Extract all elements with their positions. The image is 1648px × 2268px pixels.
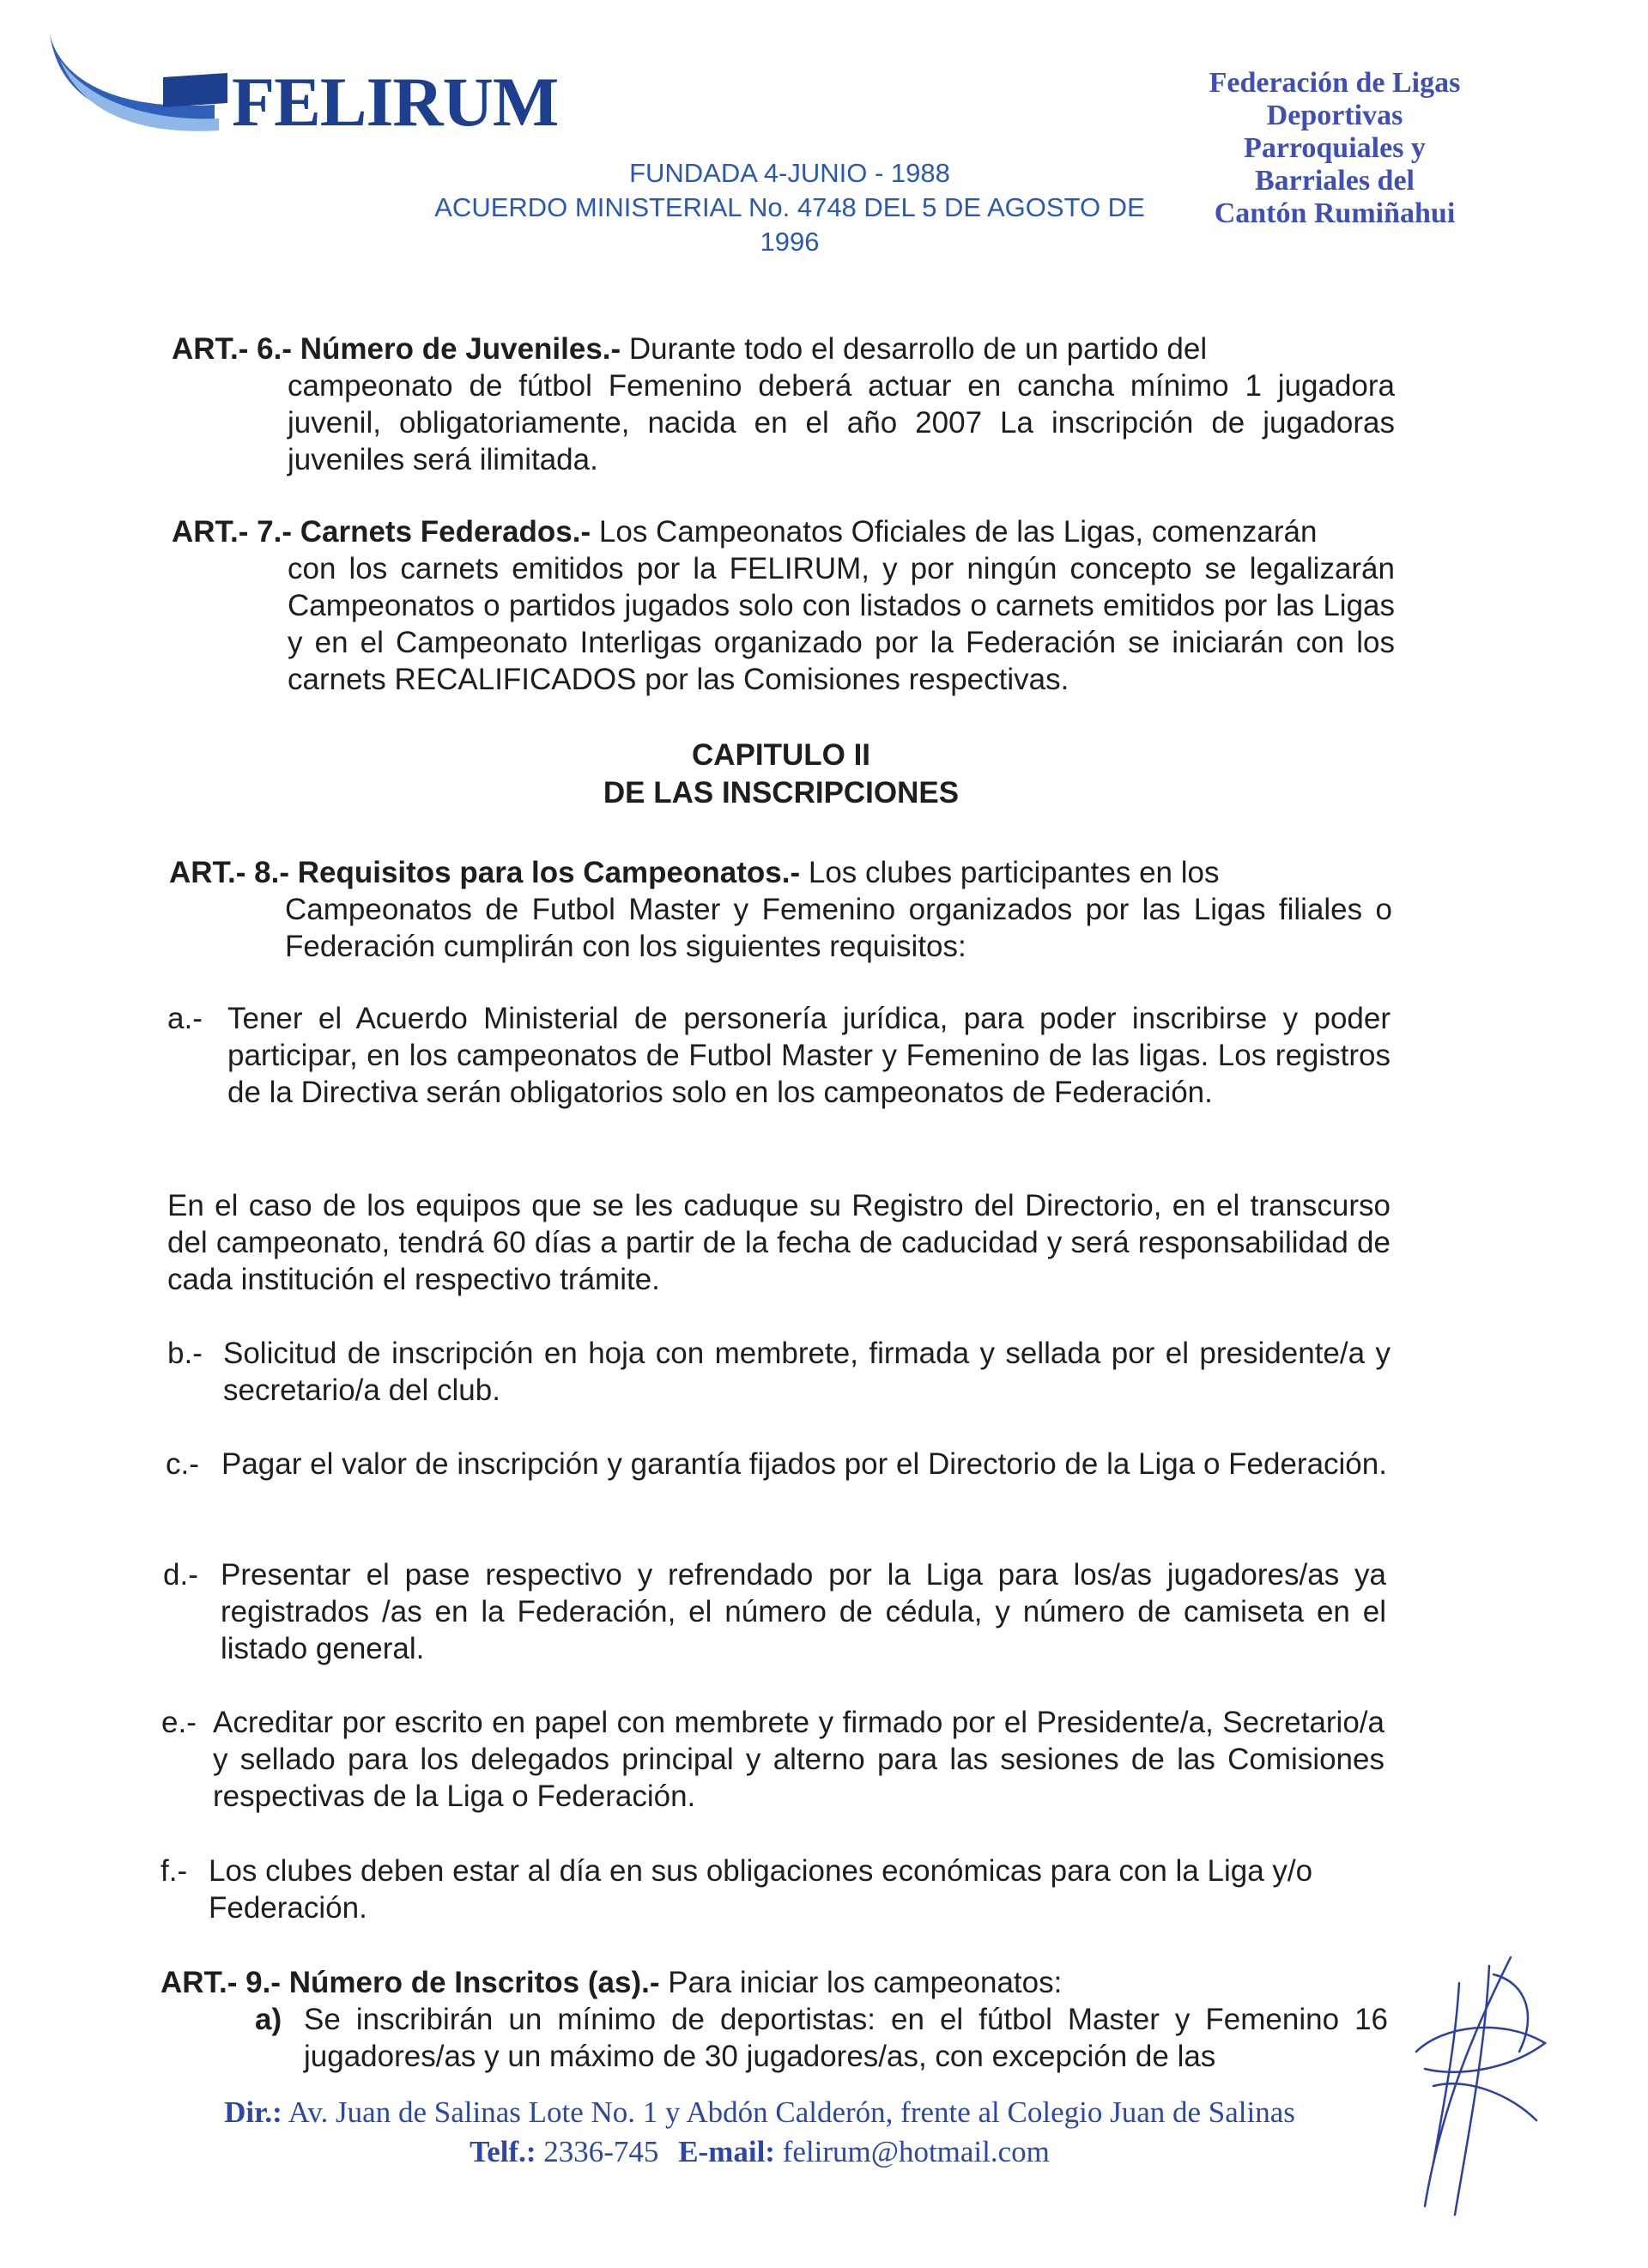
article-text: Los clubes participantes en los [808, 856, 1220, 889]
article-text-continued: con los carnets emitidos por la FELIRUM, y por ningún concepto se legalizarán Campeonatos o partidos jugados solo con listados o carnets emitidos por las Ligas y en el Campeonato Interligas organizado por la Federación se iniciarán con los carnets RECALIFICADOS por las Comisiones respectivas. [288, 552, 1395, 696]
chapter-heading [172, 737, 1390, 812]
article-heading: ART.- 8.- Requisitos para los Campeonatos.- [169, 856, 801, 889]
article-8 [169, 854, 1392, 965]
item-label: f.- [161, 1854, 188, 1888]
felirum-logo [43, 26, 559, 146]
federation-name [1189, 67, 1481, 230]
federation-line: Cantón Rumiñahui [1214, 197, 1456, 229]
email-label: E-mail: [678, 2135, 775, 2168]
requirement-item-d [163, 1556, 1386, 1667]
address-label: Dir.: [224, 2095, 282, 2129]
federation-line: Deportivas [1266, 100, 1403, 131]
article-text: Para iniciar los campeonatos: [668, 1966, 1063, 1999]
item-label: a.- [167, 1002, 203, 1035]
chapter-title: CAPITULO II [691, 738, 871, 772]
item-text: Solicitud de inscripción en hoja con membrete, firmada y sellada por el presidente/a y secretario/a del club. [223, 1337, 1390, 1407]
item-text: Pagar el valor de inscripción y garantía fijados por el Directorio de la Liga o Federación. [221, 1447, 1387, 1481]
ministerial-decree: ACUERDO MINISTERIAL No. 4748 DEL 5 DE AGOSTO DE 1996 [434, 192, 1145, 257]
item-text: Tener el Acuerdo Ministerial de personería jurídica, para poder inscribirse y poder participar, en los campeonatos de Futbol Master y Femenino de las ligas. Los registros de la Directiva serán obligatorios solo en los campeonatos de Federación. [227, 1002, 1390, 1109]
founded-date: FUNDADA 4-JUNIO - 1988 [629, 158, 950, 188]
item-label: d.- [163, 1558, 198, 1592]
requirement-item-c [166, 1446, 1389, 1483]
requirement-item-f [161, 1853, 1384, 1926]
article-6 [172, 330, 1395, 478]
requirement-item-a [167, 1000, 1390, 1111]
footer-contact [120, 2093, 1399, 2172]
founding-info [412, 156, 1167, 259]
item-label: e.- [161, 1706, 197, 1739]
article-text-continued: campeonato de fútbol Femenino deberá actuar en cancha mínimo 1 jugadora juvenil, obligatoriamente, nacida en el año 2007 La inscripción de jugadoras juveniles será ilimitada. [288, 369, 1395, 476]
address-text: Av. Juan de Salinas Lote No. 1 y Abdón Calderón, frente al Colegio Juan de Salinas [288, 2095, 1295, 2129]
item-label: c.- [166, 1447, 199, 1481]
item-label: b.- [167, 1337, 203, 1370]
article-text: Los Campeonatos Oficiales de las Ligas, comenzarán [598, 515, 1318, 549]
federation-line: Parroquiales y [1244, 132, 1426, 164]
email-text: felirum@hotmail.com [782, 2135, 1050, 2168]
article-9 [161, 1964, 1388, 2075]
logo-wordmark: FELIRUM [232, 63, 559, 141]
phone-text: 2336-745 [543, 2135, 659, 2168]
requirement-item-b [167, 1335, 1390, 1409]
item-text: Los clubes deben estar al día en sus obligaciones económicas para con la Liga y/o Federación. [209, 1854, 1313, 1925]
phone-label: Telf.: [470, 2135, 536, 2168]
item-label: a) [255, 2003, 282, 2036]
federation-line: Barriales del [1254, 165, 1415, 197]
article-text-continued: Campeonatos de Futbol Master y Femenino organizados por las Ligas filiales o Federación cumplirán con los siguientes requisitos: [285, 893, 1392, 963]
article-text: Durante todo el desarrollo de un partido del [628, 332, 1208, 366]
registry-note: En el caso de los equipos que se les caduque su Registro del Directorio, en el transcurso del campeonato, tendrá 60 días a partir de la fecha de caducidad y será responsabilidad de cada institución el respectivo trámite. [167, 1189, 1390, 1296]
item-text: Se inscribirán un mínimo de deportistas: en el fútbol Master y Femenino 16 jugadores/as y un máximo de 30 jugadores/as, con excepción de las [304, 2003, 1388, 2073]
inscription-item-a [161, 2001, 1388, 2075]
article-7 [172, 513, 1395, 698]
article-heading: ART.- 9.- Número de Inscritos (as).- [161, 1966, 660, 1999]
chapter-subtitle: DE LAS INSCRIPCIONES [603, 776, 960, 810]
handwritten-signature-icon [1408, 1949, 1554, 2223]
article-heading: ART.- 7.- Carnets Federados.- [172, 515, 591, 549]
item-text: Presentar el pase respectivo y refrendado por la Liga para los/as jugadores/as ya registrados /as en la Federación, el número de cédula, y número de camiseta en el listado general. [221, 1558, 1386, 1665]
article-heading: ART.- 6.- Número de Juveniles.- [172, 332, 621, 366]
federation-line: Federación de Ligas [1209, 67, 1461, 99]
requirement-item-e [161, 1704, 1384, 1815]
item-text: Acreditar por escrito en papel con membrete y firmado por el Presidente/a, Secretario/a y sellado para los delegados principal y alterno para las sesiones de las Comisiones respectivas de la Liga o Federación. [213, 1706, 1384, 1813]
